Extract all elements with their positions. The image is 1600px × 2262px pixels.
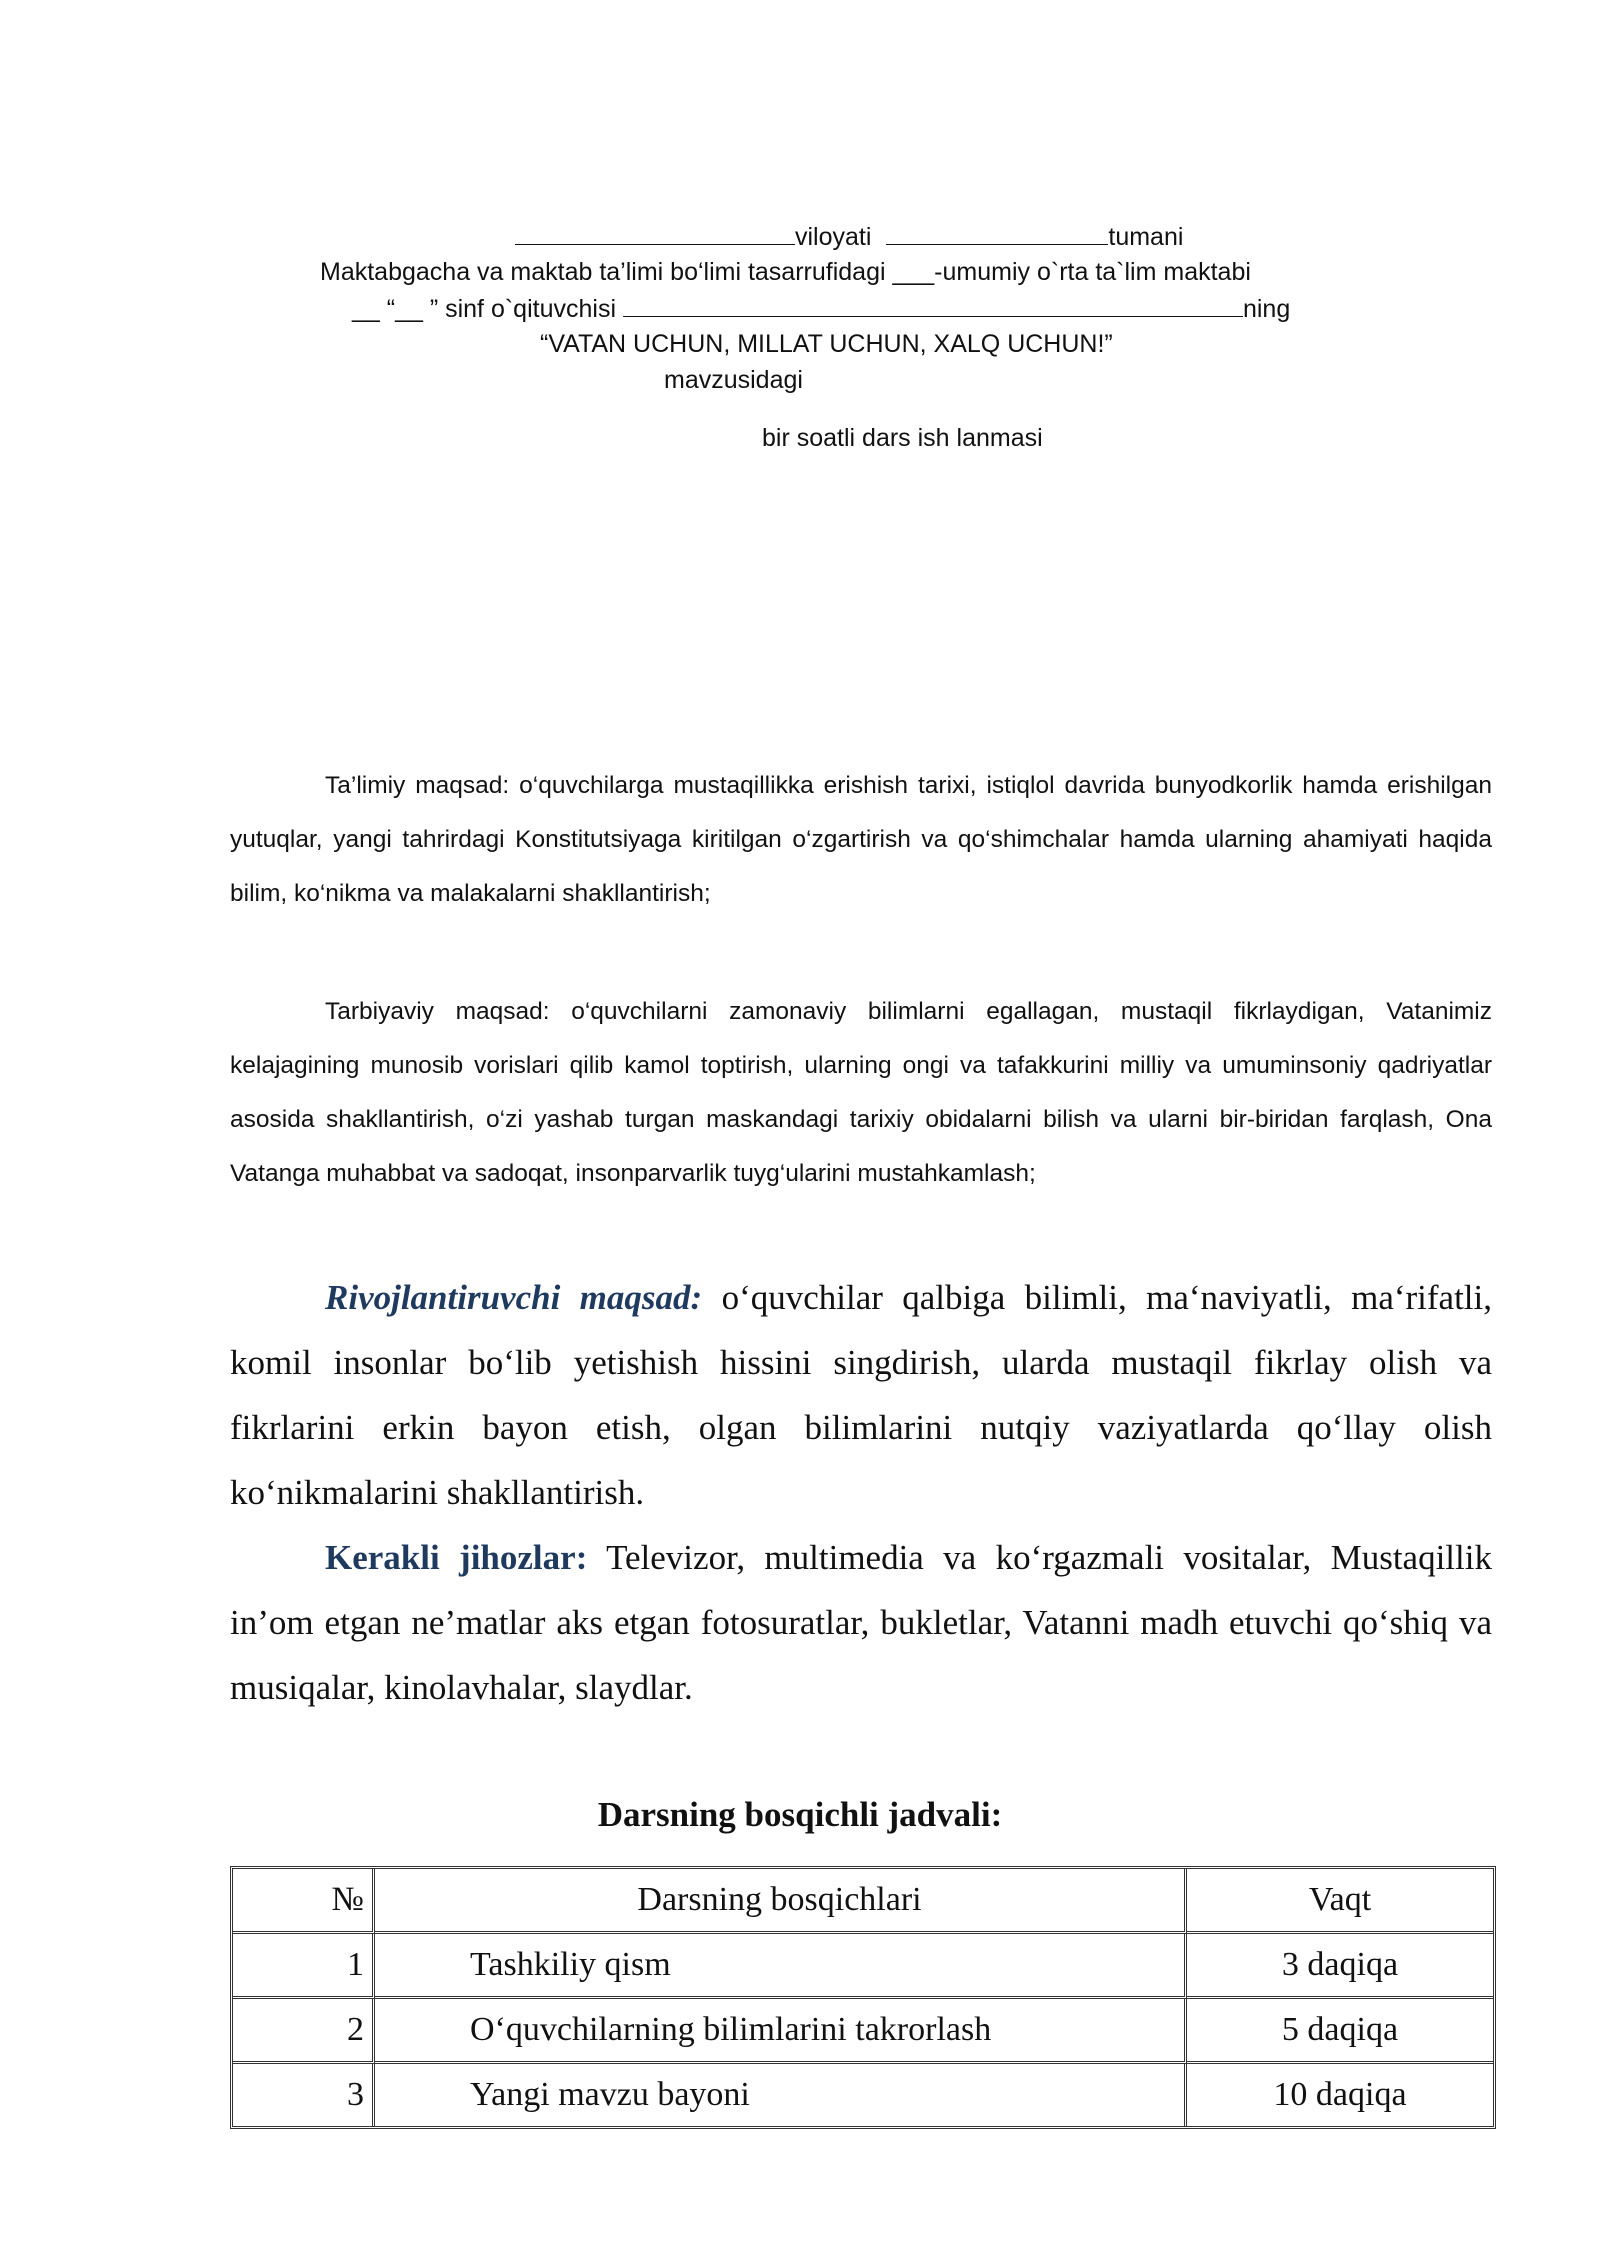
- header-number: №: [233, 1869, 375, 1934]
- teacher-name-blank: [623, 294, 1243, 317]
- row-stage: Yangi mavzu bayoni: [375, 2064, 1187, 2126]
- equipment-label: Kerakli jihozlar:: [325, 1538, 588, 1577]
- equipment-text: Televizor, multimedia va ko‘rgazmali vositalar, Mustaqillik in’om etgan ne’matlar aks etgan fotosuratlar, bukletlar, Vatanni madh etuvchi qo‘shiq va musiqalar, kinolavhalar, slaydlar.: [230, 1538, 1492, 1707]
- stages-table-title: Darsning bosqichli jadvali:: [597, 1795, 1003, 1834]
- row-time: 3 daqiqa: [1187, 1934, 1493, 1999]
- lesson-stages-table: [230, 1866, 1496, 2129]
- row-number: 1: [233, 1934, 375, 1999]
- upbringing-goal-text: Tarbiyaviy maqsad: o‘quvchilarni zamonaviy bilimlarni egallagan, mustaqil fikrlaydigan, Vatanimiz kelajagining munosib vorislari qilib kamol toptirish, ularning ongi va tafakkurini milliy va umuminsoniy qadriyatlar asosida shakllantirish, o‘zi yashab turgan maskandagi tarixiy obidalarni bilish va ularni bir-biridan farqlash, Ona Vatanga muhabbat va sadoqat, insonparvarlik tuyg‘ularini mustahkamlash;: [230, 998, 1492, 1187]
- table-row: [233, 1934, 1493, 1999]
- header-time: Vaqt: [1187, 1869, 1493, 1934]
- developmental-goal: [230, 1265, 1492, 1525]
- header-stage: Darsning bosqichlari: [375, 1869, 1187, 1934]
- region-label: viloyati: [795, 223, 872, 251]
- table-header-row: [233, 1869, 1493, 1934]
- table-row: [233, 2064, 1493, 2126]
- topic-caption: mavzusidagi: [664, 366, 803, 394]
- row-time: 10 daqiqa: [1273, 2076, 1407, 2113]
- row-stage: O‘quvchilarning bilimlarini takrorlash: [375, 1999, 1187, 2064]
- lesson-topic: “VATAN UCHUN, MILLAT UCHUN, XALQ UCHUN!”: [540, 330, 1113, 358]
- header-line-region: [515, 222, 1183, 252]
- row-number: 3: [233, 2064, 375, 2126]
- header-line-teacher: [352, 294, 1290, 324]
- region-blank: [515, 222, 795, 245]
- district-blank: [886, 222, 1108, 245]
- upbringing-goal: [230, 985, 1492, 1201]
- developmental-goal-label: Rivojlantiruvchi maqsad:: [325, 1278, 703, 1317]
- header-line-school: Maktabgacha va maktab ta’limi bo‘limi tasarrufidagi ___-umumiy o`rta ta`lim maktabi: [320, 258, 1251, 286]
- row-number: 2: [233, 1999, 375, 2064]
- educational-goal-text: Ta’limiy maqsad: o‘quvchilarga mustaqillikka erishish tarixi, istiqlol davrida bunyodkorlik hamda erishilgan yutuqlar, yangi tahrirdagi Konstitutsiyaga kiritilgan o‘zgartirish va qo‘shimchalar hamda ularning ahamiyati haqida bilim, ko‘nikma va malakalarni shakllantirish;: [230, 772, 1492, 907]
- educational-goal: [230, 759, 1492, 921]
- teacher-prefix: __ “__ ” sinf o`qituvchisi: [352, 295, 617, 323]
- row-time: 5 daqiqa: [1187, 1999, 1493, 2064]
- document-type: bir soatli dars ish lanmasi: [762, 424, 1043, 452]
- developmental-goal-text: o‘quvchilar qalbiga bilimli, ma‘naviyatli, ma‘rifatli, komil insonlar bo‘lib yetishish hissini singdirish, ularda mustaqil fikrlay olish va fikrlarini erkin bayon etish, olgan bilimlarini nutqiy vaziyatlarda qo‘llay olish ko‘nikmalarini shakllantirish.: [230, 1278, 1493, 1512]
- teacher-suffix: ning: [1242, 295, 1291, 323]
- row-stage: Tashkiliy qism: [375, 1934, 1187, 1999]
- table-row: [233, 1999, 1493, 2064]
- district-label: tumani: [1108, 223, 1184, 251]
- equipment: [230, 1525, 1492, 1720]
